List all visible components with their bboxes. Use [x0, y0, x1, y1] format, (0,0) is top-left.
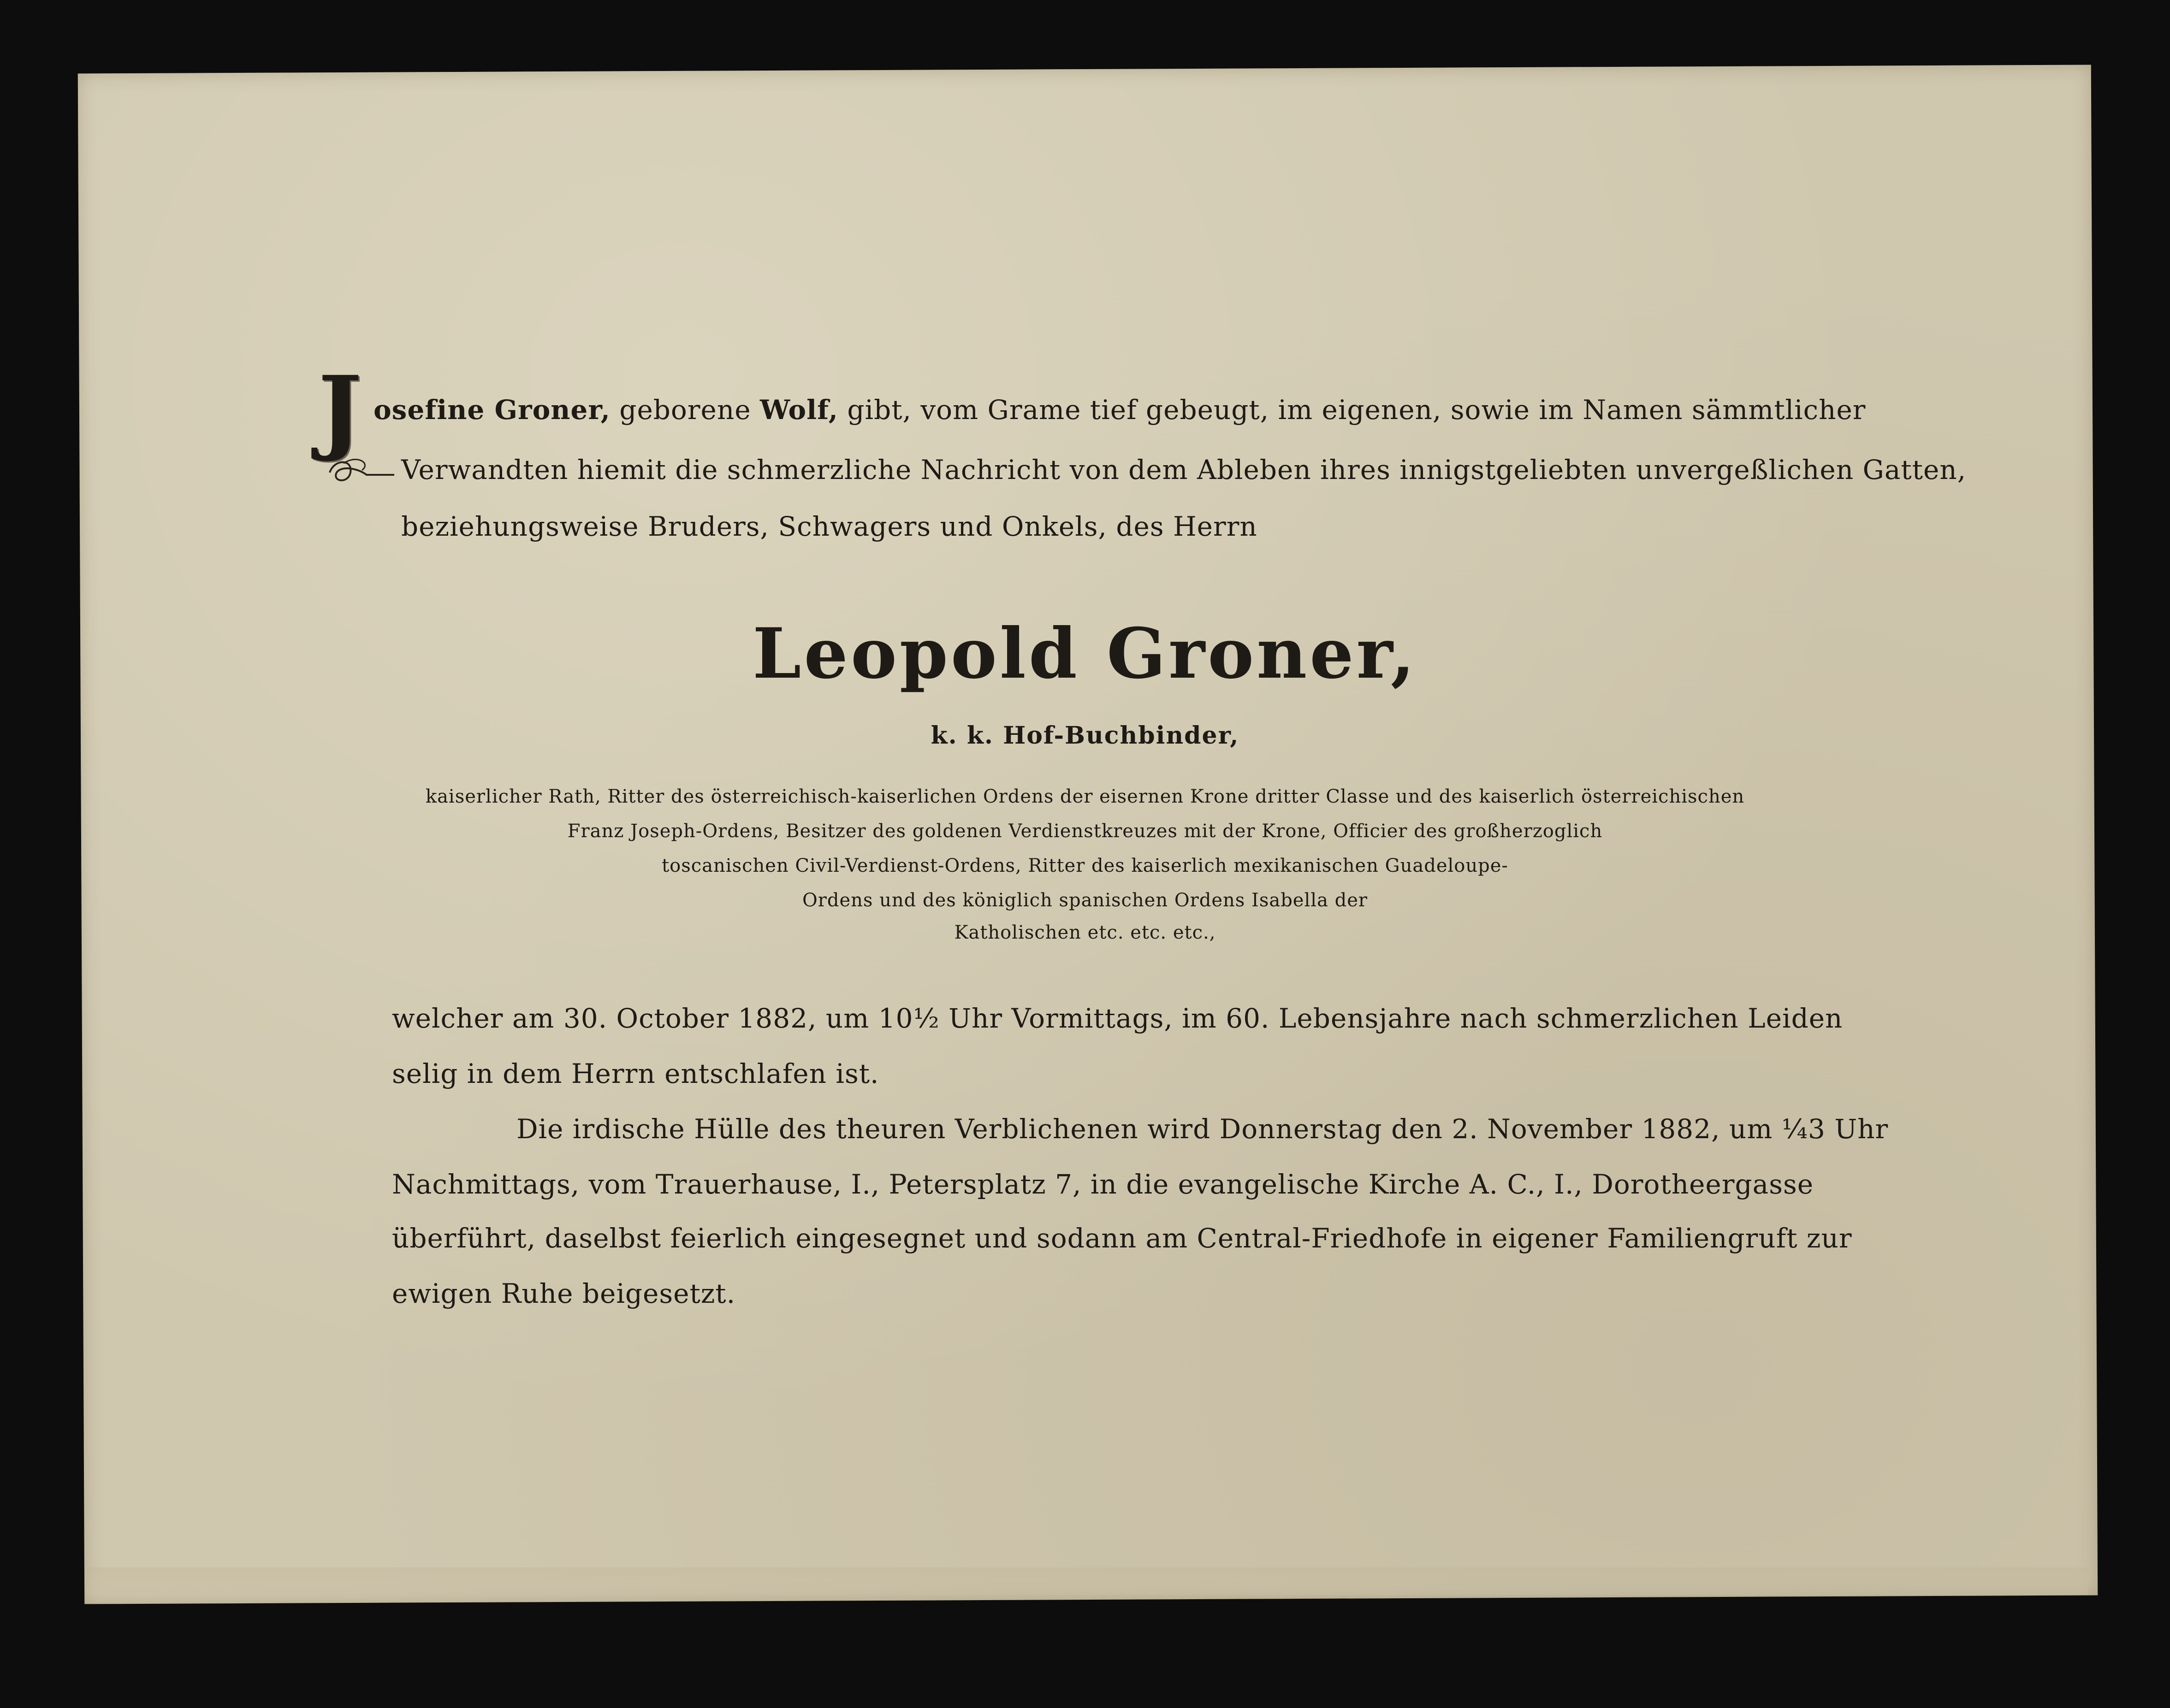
- body-line-4: Nachmittags, vom Trauerhause, I., Petersplatz 7, in die evangelische Kirche A. C., I., Dorotheergasse: [392, 1169, 1814, 1200]
- honors-line-2: Franz Joseph-Ordens, Besitzer des goldenen Verdienstkreuzes mit der Krone, Officier des großherzoglich: [567, 821, 1603, 842]
- honors-line-1: kaiserlicher Rath, Ritter des österreichisch-kaiserlichen Ordens der eisernen Krone dritter Classe und des kaiserlich österreichischen: [425, 786, 1745, 807]
- deceased-title: k. k. Hof-Buchbinder,: [931, 721, 1239, 750]
- body-line-2: selig in dem Herrn entschlafen ist.: [392, 1058, 879, 1089]
- honors-line-5: Katholischen etc. etc. etc.,: [954, 922, 1216, 943]
- intro-line-3: beziehungsweise Bruders, Schwagers und Onkels, des Herrn: [401, 511, 1257, 542]
- widow-name: osefine Groner,: [374, 394, 611, 426]
- honors-line-4: Ordens und des königlich spanischen Ordens Isabella der: [802, 890, 1368, 911]
- body-line-3: Die irdische Hülle des theuren Verblichenen wird Donnerstag den 2. November 1882, um ¼3 Uhr: [516, 1113, 1889, 1145]
- decorative-initial: J: [318, 356, 362, 464]
- intro-line-2: Verwandten hiemit die schmerzliche Nachricht von dem Ableben ihres innigstgeliebten unvergeßlichen Gatten,: [401, 454, 1967, 485]
- intro-line-1: [374, 394, 1866, 426]
- deceased-name: Leopold Groner,: [753, 613, 1417, 694]
- body-line-6: ewigen Ruhe beigesetzt.: [392, 1278, 736, 1309]
- intro-line-1-rest: gibt, vom Grame tief gebeugt, im eigenen, sowie im Namen sämmtlicher: [838, 394, 1866, 426]
- maiden-name: Wolf,: [759, 394, 838, 426]
- honors-line-3: toscanischen Civil-Verdienst-Ordens, Ritter des kaiserlich mexikanischen Guadeloupe-: [662, 855, 1508, 876]
- intro-born: geborene: [610, 394, 760, 426]
- initial-flourish-icon: [325, 454, 399, 486]
- body-line-5: überführt, daselbst feierlich eingesegnet und sodann am Central-Friedhofe in eigener Familiengruft zur: [392, 1223, 1852, 1254]
- paper-shadow: [87, 1567, 2088, 1595]
- body-line-1: welcher am 30. October 1882, um 10½ Uhr Vormittags, im 60. Lebensjahre nach schmerzlichen Leiden: [392, 1003, 1843, 1034]
